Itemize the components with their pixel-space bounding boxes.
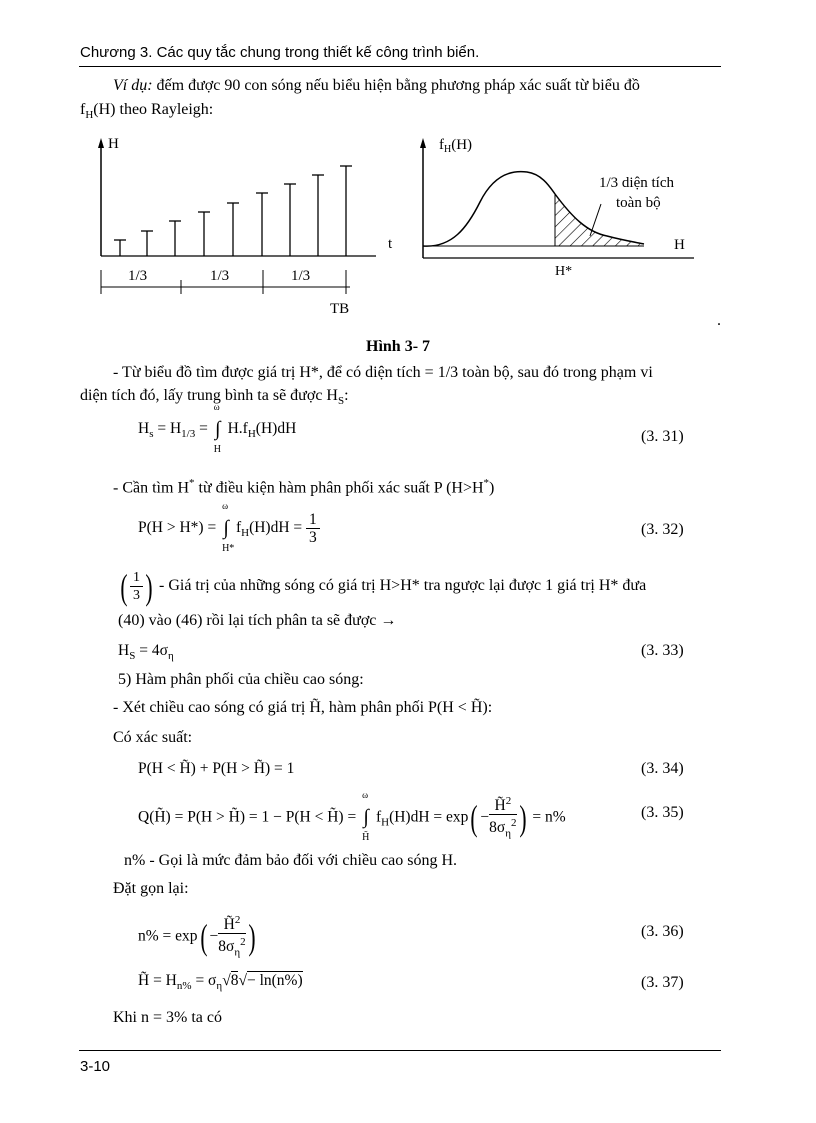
para1-line1: - Từ biểu đồ tìm được giá trị H*, để có diện tích = 1/3 toàn bộ, sau đó trong phạm vi — [113, 364, 653, 381]
figure-caption: Hình 3- 7 — [366, 338, 431, 355]
eq-number-3-34: (3. 34) — [641, 760, 684, 777]
eq-3-34: P(H < H̃) + P(H > H̃) = 1 — [138, 760, 295, 777]
eq-number-3-31: (3. 31) — [641, 428, 684, 445]
fh-axis-arrow — [420, 138, 426, 148]
eq-number-3-36: (3. 36) — [641, 923, 684, 940]
eq-number-3-33: (3. 33) — [641, 642, 684, 659]
intro-line-2: $f_H(H)$ theo Rayleigh: — [80, 101, 214, 122]
rayleigh-figure — [412, 132, 702, 282]
eq-number-3-35: (3. 35) — [641, 804, 684, 821]
dot-mark: . — [717, 312, 721, 329]
footer-rule — [79, 1050, 721, 1051]
eq-3-31: $H_s = H_{1/3}$ = ω ∫ H $H.f_H(H)dH$ — [138, 402, 297, 455]
wave-height-figure — [90, 132, 393, 322]
eq-3-37: H̃ = $H_{n\%} = \sigma_\eta√8√- \ln(n\%)$ — [138, 972, 303, 993]
eq-number-3-32: (3. 32) — [641, 521, 684, 538]
eq-3-33: $H_S = 4\sigma_\eta$ — [118, 642, 174, 663]
hstar-label: H* — [555, 264, 573, 279]
intro-label: Ví dụ: — [113, 77, 153, 94]
eq-3-32: P(H > H*) = ω ∫ H* $f_H(H)dH$ = $\frac{1}{3}$ — [138, 511, 320, 546]
dat-gon: Đặt gọn lại: — [113, 880, 189, 897]
section-5-heading: 5) Hàm phân phối của chiều cao sóng: — [118, 671, 364, 688]
para2: - Cần tìm H* từ điều kiện hàm phân phối xác suất P (H>H*) — [113, 477, 495, 497]
h-axis-arrow — [98, 138, 104, 148]
para1-line2: diện tích đó, lấy trung bình ta sẽ được $H_S$: — [80, 387, 349, 408]
note-pointer — [590, 204, 601, 236]
header-rule — [79, 66, 721, 67]
eq-number-3-37: (3. 37) — [641, 974, 684, 991]
khi-line: Khi n = 3% ta có — [113, 1009, 222, 1026]
eq-3-35: Q(H̃) = P(H > H̃) = 1 − P(H < H̃) = ω ∫ H̃ $f_H(H)dH = \exp$( − $\frac{H̃^2}{8\sigma_\eta^2}$ ) = n% — [138, 790, 566, 844]
chapter-header: Chương 3. Các quy tắc chung trong thiết kế công trình biển. — [80, 44, 480, 61]
intro-line2-text: (H) theo Rayleigh: — [93, 101, 214, 118]
tb-label: TB — [330, 301, 350, 317]
co-xac-suat: Có xác suất: — [113, 729, 193, 746]
para4: - Xét chiều cao sóng có giá trị H̃, hàm phân phối P(H < H̃): — [113, 699, 493, 716]
n-definition: n% - Gọi là mức đảm bảo đối với chiều cao sóng H. — [124, 852, 458, 869]
segment-label-3: 1/3 — [291, 268, 311, 284]
intro-text: đếm được 90 con sóng nếu biểu hiện bằng phương pháp xác suất từ biểu đồ — [152, 77, 640, 94]
t-axis-label: t — [388, 236, 393, 252]
note-line-2: toàn bộ — [616, 195, 661, 211]
segment-label-2: 1/3 — [210, 268, 230, 284]
para3-line2: (40) vào (46) rồi lại tích phân ta sẽ được → — [118, 612, 397, 629]
eq-3-36: n% = exp( − $\frac{H̃^2}{8\sigma_\eta^2}$ ) — [138, 914, 256, 959]
h-axis-label: H — [108, 136, 119, 152]
note-line-1: 1/3 diện tích — [599, 175, 674, 191]
segment-label-1: 1/3 — [128, 268, 148, 284]
intro-line-1 — [113, 77, 640, 95]
wave-bars — [114, 166, 352, 256]
para3-line1: ( $\frac{1}{3}$ ) - Giá trị của những sóng có giá trị H>H* tra ngược lại được 1 giá trị H* đưa — [120, 566, 647, 607]
page-number: 3-10 — [80, 1058, 111, 1075]
h-axis-right-label: H — [674, 237, 685, 253]
fh-axis-label: $f_H(H)$ — [439, 137, 473, 155]
